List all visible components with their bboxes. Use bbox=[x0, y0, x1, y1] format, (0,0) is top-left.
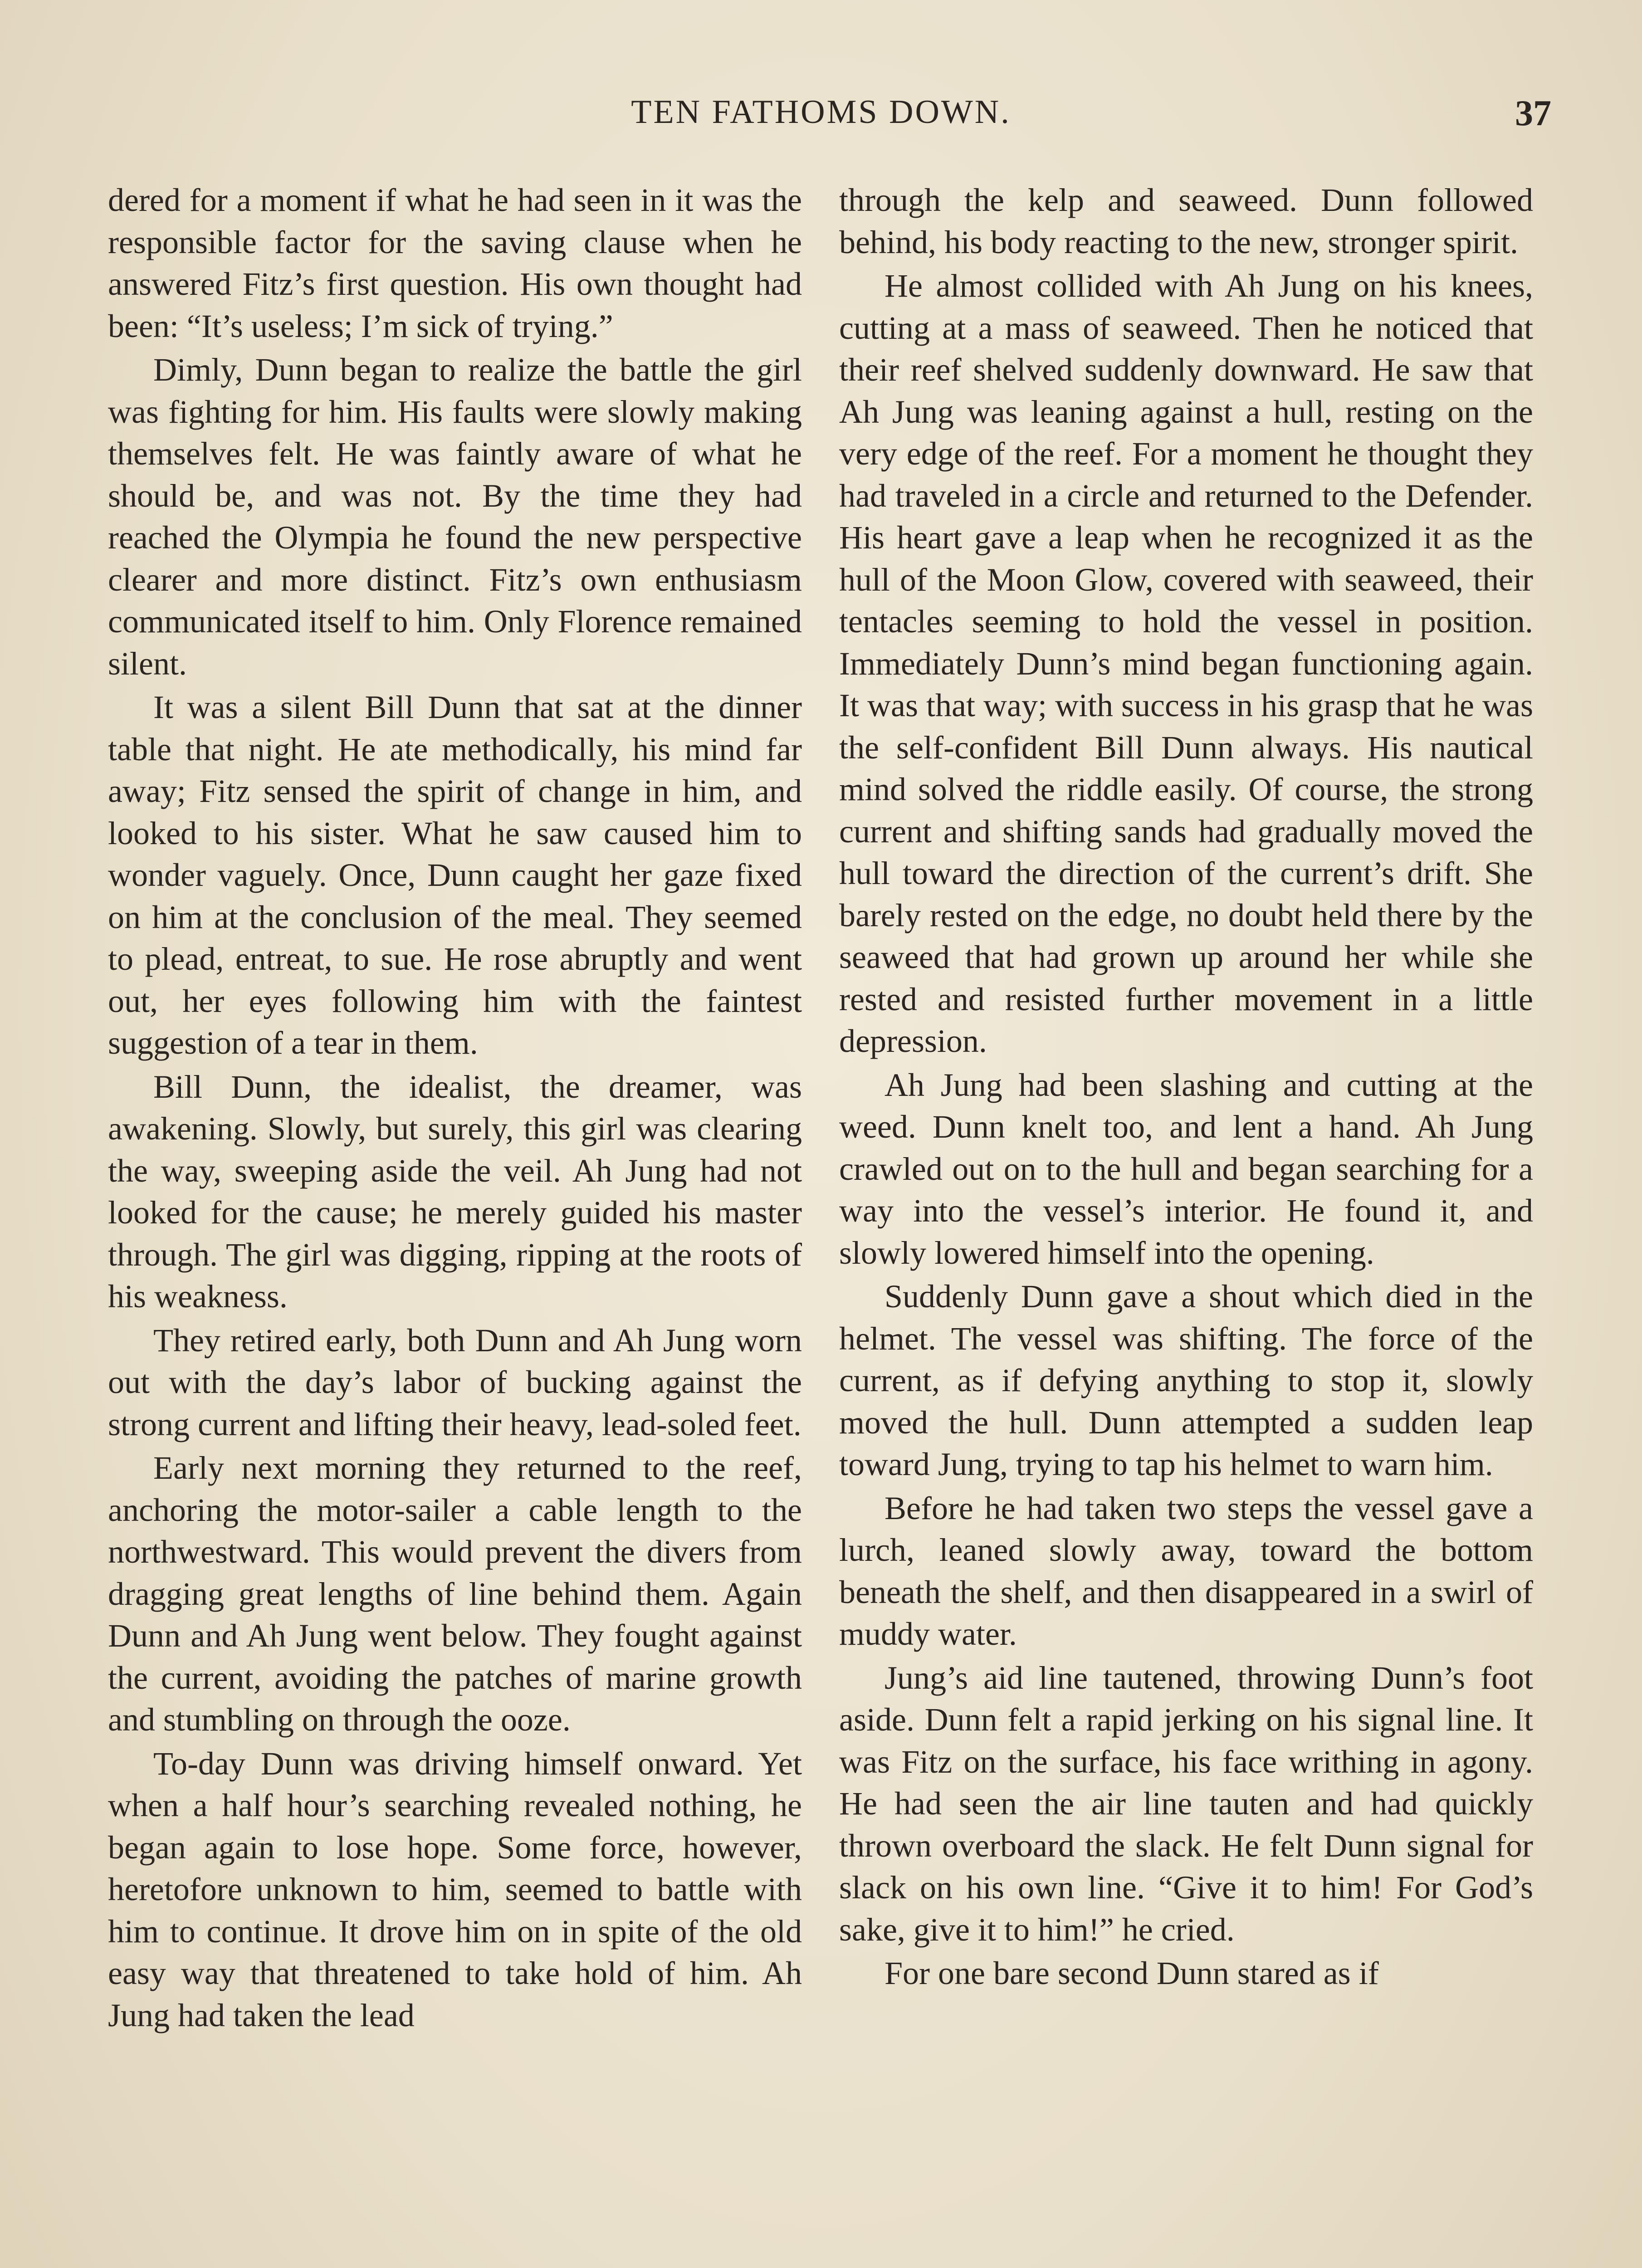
paragraph: For one bare second Dunn stared as if bbox=[885, 1955, 1379, 1991]
paragraph: Bill Dunn, the idealist, the dreamer, was awakening. Slowly, but surely, this girl was clearing the way, sweeping aside the veil. Ah Jung had not looked for the cause; he merely guided his master through. The girl was digging, ripping at the roots of his weakness. bbox=[108, 1068, 802, 1315]
paragraph: Before he had taken two steps the vessel gave a lurch, leaned slowly away, toward the bottom beneath the shelf, and then disappeared in a swirl of muddy water. bbox=[839, 1490, 1533, 1652]
paragraph: through the kelp and seaweed. Dunn followed behind, his body reacting to the new, stronger spirit. bbox=[839, 182, 1533, 260]
paragraph: It was a silent Bill Dunn that sat at the dinner table that night. He ate methodically, his mind far away; Fitz sensed the spirit of change in him, and looked to his sister. What he saw caused him to wonder vaguely. Once, Dunn caught her gaze fixed on him at the conclusion of the meal. They seemed to plead, entreat, to sue. He rose abruptly and went out, her eyes following him with the faintest suggestion of a tear in them. bbox=[108, 689, 802, 1061]
paragraph: He almost collided with Ah Jung on his knees, cutting at a mass of seaweed. Then he noticed that their reef shelved suddenly downward. He saw that Ah Jung was leaning against a hull, resting on the very edge of the reef. For a moment he thought they had traveled in a circle and returned to the Defender. His heart gave a leap when he recognized it as the hull of the Moon Glow, covered with seaweed, their tentacles seeming to hold the vessel in position. Immediately Dunn’s mind began functioning again. It was that way; with success in his grasp that he was the self-confident Bill Dunn always. His nautical mind solved the riddle easily. Of course, the strong current and shifting sands had gradually moved the hull toward the direction of the current’s drift. She barely rested on the edge, no doubt held there by the seaweed that had grown up around her while she rested and resisted further movement in a little depression. bbox=[839, 268, 1533, 1059]
paragraph: Dimly, Dunn began to realize the battle the girl was fighting for him. His faults were slowly making themselves felt. He was faintly aware of what he should be, and was not. By the time they had reached the Olympia he found the new perspective clearer and more distinct. Fitz’s own enthusiasm communicated itself to him. Only Florence remained silent. bbox=[108, 352, 802, 682]
paragraph: dered for a moment if what he had seen in it was the responsible factor for the saving clause when he answered Fitz’s first question. His own thought had been: “It’s useless; I’m sick of trying.” bbox=[108, 182, 802, 344]
right-column bbox=[839, 179, 1533, 1996]
paragraph: Jung’s aid line tautened, throwing Dunn’s foot aside. Dunn felt a rapid jerking on his signal line. It was Fitz on the surface, his face writhing in agony. He had seen the air line tauten and had quickly thrown overboard the slack. He felt Dunn signal for slack on his own line. “Give it to him! For God’s sake, give it to him!” he cried. bbox=[839, 1659, 1533, 1948]
paragraph: Early next morning they returned to the reef, anchoring the motor-sailer a cable length to the northwestward. This would prevent the divers from dragging great lengths of line behind them. Again Dunn and Ah Jung went below. They fought against the current, avoiding the patches of marine growth and stumbling on through the ooze. bbox=[108, 1450, 802, 1738]
left-column bbox=[108, 179, 802, 2038]
paragraph: Suddenly Dunn gave a shout which died in the helmet. The vessel was shifting. The force of the current, as if defying anything to stop it, slowly moved the hull. Dunn attempted a sudden leap toward Jung, trying to tap his helmet to warn him. bbox=[839, 1278, 1533, 1482]
paragraph: Ah Jung had been slashing and cutting at the weed. Dunn knelt too, and lent a hand. Ah Jung crawled out on to the hull and began searching for a way into the vessel’s interior. He found it, and slowly lowered himself into the opening. bbox=[839, 1066, 1533, 1271]
paragraph: They retired early, both Dunn and Ah Jung worn out with the day’s labor of bucking against the strong current and lifting their heavy, lead-soled feet. bbox=[108, 1322, 802, 1442]
paragraph: To-day Dunn was driving himself onward. Yet when a half hour’s searching revealed nothing, he began again to lose hope. Some force, however, heretofore unknown to him, seemed to battle with him to continue. It drove him on in spite of the old easy way that threatened to take hold of him. Ah Jung had taken the lead bbox=[108, 1745, 802, 2033]
page-header bbox=[109, 93, 1551, 143]
page-number: 37 bbox=[1515, 93, 1551, 133]
running-title: TEN FATHOMS DOWN. bbox=[631, 93, 1011, 131]
